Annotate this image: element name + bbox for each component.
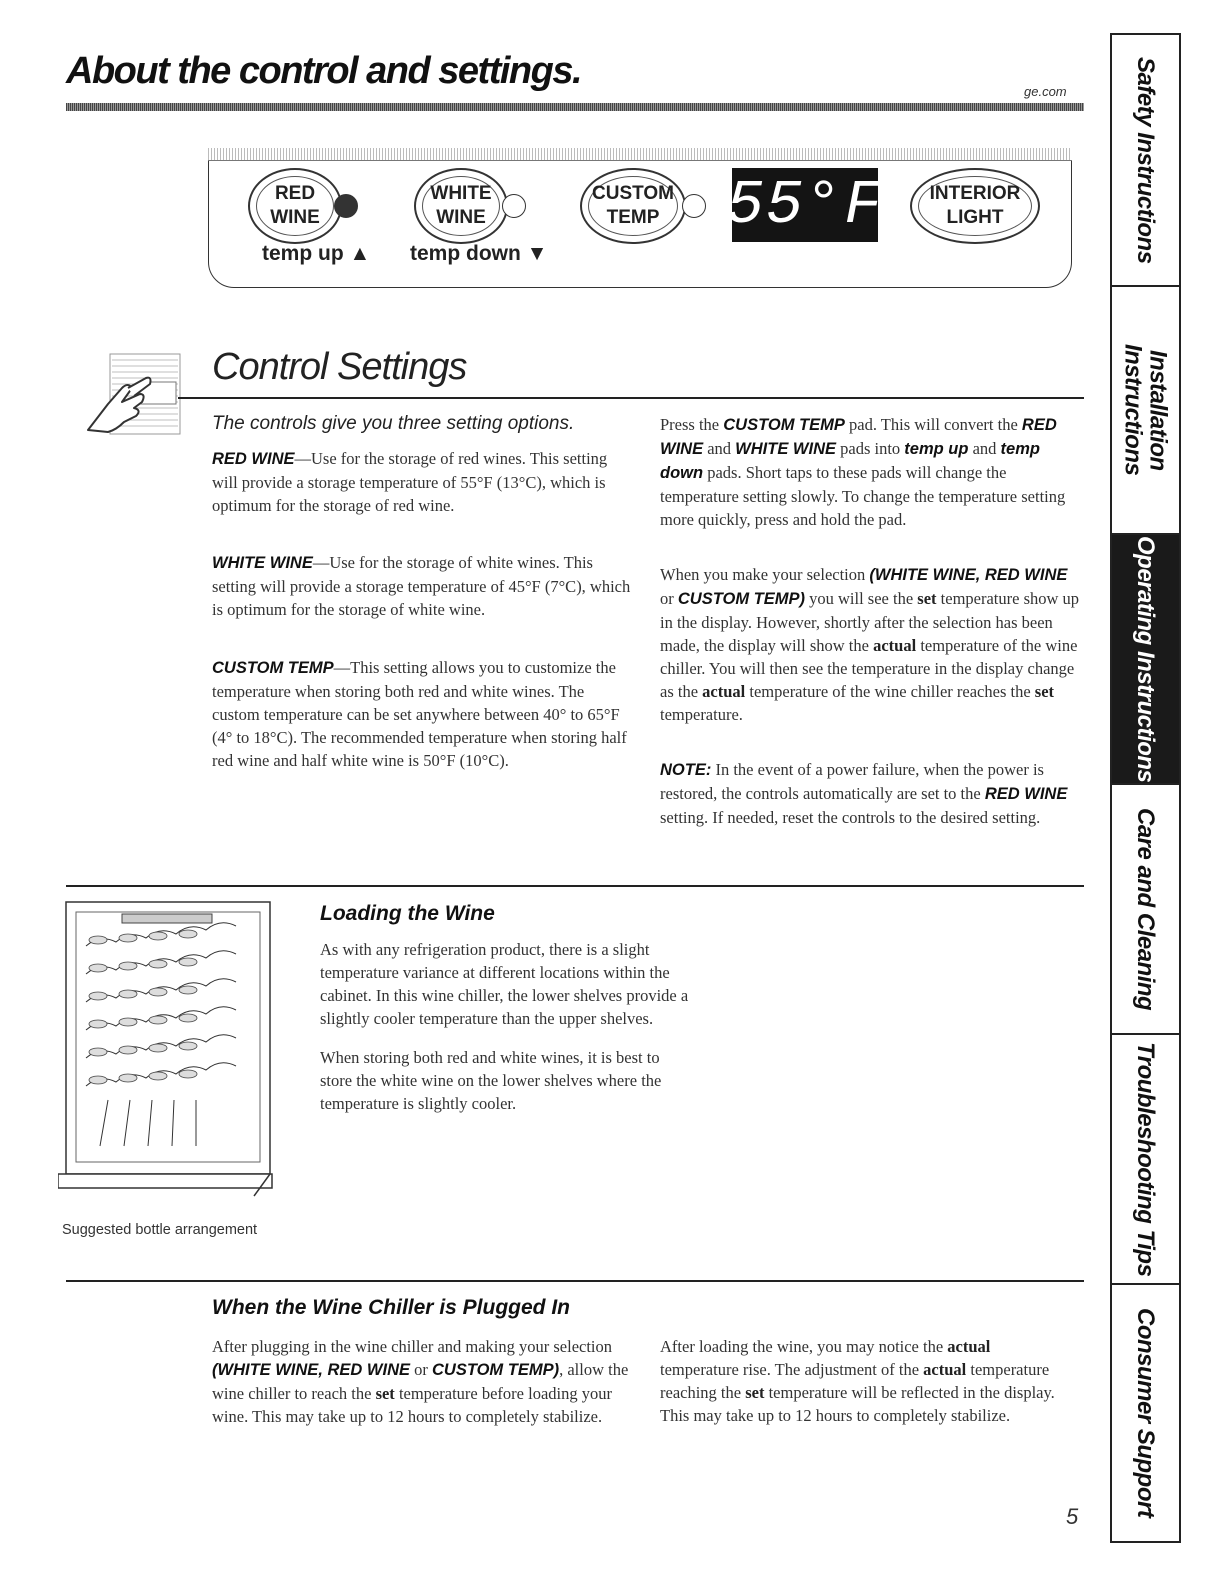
custom-temp-pad-line2: TEMP [606, 207, 660, 228]
custom-temp-pad[interactable] [580, 168, 686, 244]
plugged-in-right-paragraph [660, 1335, 1056, 1427]
custom-temp-pad-line1: CUSTOM [592, 183, 674, 204]
tab-troubleshooting-tips[interactable] [1112, 1035, 1179, 1285]
interior-light-pad-line2: LIGHT [946, 207, 1004, 228]
control-panel-strip [208, 148, 1072, 161]
text-run: temperature show up in the display. However, shortly after the selection has been made, the display will show the [660, 589, 1080, 655]
temp-up-label: temp up ▲ [262, 242, 371, 265]
text-run: After loading the wine, you may notice the [660, 1337, 948, 1356]
settings-term: (WHITE WINE, RED WINE [212, 1361, 410, 1379]
set-term: set [375, 1384, 395, 1403]
divider [66, 885, 1084, 887]
white-wine-term: WHITE WINE [735, 440, 836, 458]
actual-term: actual [923, 1360, 967, 1379]
text-run: In the event of a power failure, when the power is restored, the controls automatically are set to the [660, 760, 1044, 803]
red-wine-term: RED WINE [660, 416, 1057, 458]
red-wine-term: RED WINE [212, 450, 295, 468]
temperature-display: 55°F [726, 169, 884, 241]
tab-installation-instructions[interactable] [1112, 287, 1179, 535]
loading-wine-heading: Loading the Wine [320, 902, 495, 925]
white-wine-pad[interactable] [414, 168, 508, 244]
tab-label: Troubleshooting Tips [1132, 1041, 1159, 1277]
text-run: temperature of the wine chiller reaches the [745, 682, 1035, 701]
text-run: temperature before loading your wine. This may take up to 12 hours to completely stabilize. [212, 1384, 612, 1426]
custom-temp-term: CUSTOM TEMP [723, 416, 845, 434]
red-wine-pad[interactable] [248, 168, 342, 244]
text-run: After plugging in the wine chiller and making your selection [212, 1337, 613, 1356]
loading-paragraph-2: When storing both red and white wines, it is best to store the white wine on the lower shelves where the temperature is slightly cooler. [320, 1048, 662, 1113]
interior-light-pad-line1: INTERIOR [929, 183, 1021, 204]
set-term: set [745, 1383, 765, 1402]
custom-temp-term: CUSTOM TEMP [212, 659, 334, 677]
power-failure-note [660, 758, 1080, 829]
actual-term: actual [702, 682, 746, 701]
red-wine-indicator-icon [334, 194, 358, 218]
note-label: NOTE: [660, 761, 712, 779]
white-wine-pad-line2: WINE [436, 207, 486, 228]
settings-intro: The controls give you three setting options. [212, 413, 575, 434]
text-run: pad. This will convert the [844, 415, 1022, 434]
wine-chiller-illustration [58, 900, 280, 1198]
actual-term: actual [873, 636, 917, 655]
text-run: temperature reaching the [660, 1360, 1050, 1402]
set-term: set [1034, 682, 1055, 701]
custom-temp-term: CUSTOM TEMP) [677, 590, 805, 608]
section-title: Control Settings [212, 346, 467, 388]
custom-temp-description [212, 656, 632, 772]
white-wine-text: —Use for the storage of white wines. This setting will provide a storage temperature of 45°F (7°C), which is optimum for the storage of white wine. [212, 553, 631, 619]
custom-temp-term: CUSTOM TEMP) [431, 1361, 560, 1379]
tab-label: Installation Instructions [1119, 344, 1172, 476]
selection-paragraph [660, 563, 1080, 726]
settings-term: (WHITE WINE, RED WINE [869, 566, 1068, 584]
plugged-in-heading: When the Wine Chiller is Plugged In [212, 1296, 570, 1319]
divider [66, 1280, 1084, 1282]
white-wine-term: WHITE WINE [212, 554, 313, 572]
temp-up-term: temp up [904, 440, 969, 458]
plugged-in-left-paragraph [212, 1335, 632, 1428]
text-run: you will see the [805, 589, 918, 608]
tab-label: Operating Instructions [1132, 535, 1159, 783]
page-title: About the control and settings. [66, 50, 582, 92]
text-run: temperature. [660, 705, 743, 724]
tab-label: Safety Instructions [1132, 56, 1159, 264]
tab-label: Consumer Support [1132, 1308, 1159, 1518]
text-run: or [409, 1360, 432, 1379]
red-wine-pad-line2: WINE [270, 207, 320, 228]
title-rule [66, 103, 1084, 111]
loading-paragraph-1: As with any refrigeration product, there is a slight temperature variance at different locations within the cabinet. In this wine chiller, the lower shelves provide a slightly cooler temperature than the upper shelves. [320, 940, 689, 1028]
red-wine-description [212, 447, 632, 517]
custom-temp-indicator-icon [682, 194, 706, 218]
text-run: temperature of the wine chiller. You will then see the temperature in the display change as the [660, 636, 1078, 701]
tab-consumer-support[interactable] [1112, 1285, 1179, 1541]
site-url: ge.com [1024, 84, 1067, 99]
set-term: set [917, 589, 937, 608]
tab-safety-instructions[interactable] [1112, 35, 1179, 287]
tab-operating-instructions[interactable] [1112, 535, 1179, 785]
actual-term: actual [947, 1337, 991, 1356]
hand-pressing-icon [82, 352, 182, 438]
temp-down-label: temp down ▼ [410, 242, 548, 265]
text-run: pads into [836, 439, 905, 458]
section-rule [178, 397, 1084, 399]
red-wine-text: —Use for the storage of red wines. This setting will provide a storage temperature of 55°F (13°C), which is optimum for the storage of red wine. [212, 449, 608, 515]
text-run: temperature will be reflected in the display. This may take up to 12 hours to completely stabilize. [660, 1383, 1055, 1425]
text-run: temperature rise. The adjustment of the [660, 1360, 924, 1379]
custom-temp-instructions [660, 413, 1080, 531]
white-wine-description [212, 551, 632, 621]
white-wine-indicator-icon [502, 194, 526, 218]
tab-care-and-cleaning[interactable] [1112, 785, 1179, 1035]
text-run: setting. If needed, reset the controls to the desired setting. [660, 808, 1041, 827]
text-run: or [660, 589, 678, 608]
text-run: When you make your selection [660, 565, 870, 584]
red-wine-pad-line1: RED [274, 183, 316, 204]
text-run: and [703, 439, 736, 458]
section-tabs [1110, 33, 1181, 1543]
text-run: , allow the wine chiller to reach the [212, 1360, 629, 1403]
tab-label: Care and Cleaning [1132, 807, 1159, 1011]
temp-down-term: temp down [660, 440, 1040, 482]
custom-temp-text: —This setting allows you to customize the temperature when storing both red and white wines. The custom temperature can be set anywhere between 40° to 65°F (4° to 18°C). The recommended temperature when storing half red wine and half white wine is 50°F (10°C). [212, 658, 627, 770]
text-run: pads. Short taps to these pads will change the temperature setting slowly. To change the temperature setting more quickly, press and hold the pad. [660, 463, 1066, 529]
page-number: 5 [1066, 1504, 1079, 1529]
red-wine-term: RED WINE [984, 785, 1068, 803]
text-run: Press the [660, 415, 724, 434]
text-run: and [968, 439, 1001, 458]
white-wine-pad-line1: WHITE [430, 183, 492, 204]
interior-light-pad[interactable] [910, 168, 1040, 244]
illustration-caption: Suggested bottle arrangement [62, 1222, 258, 1238]
